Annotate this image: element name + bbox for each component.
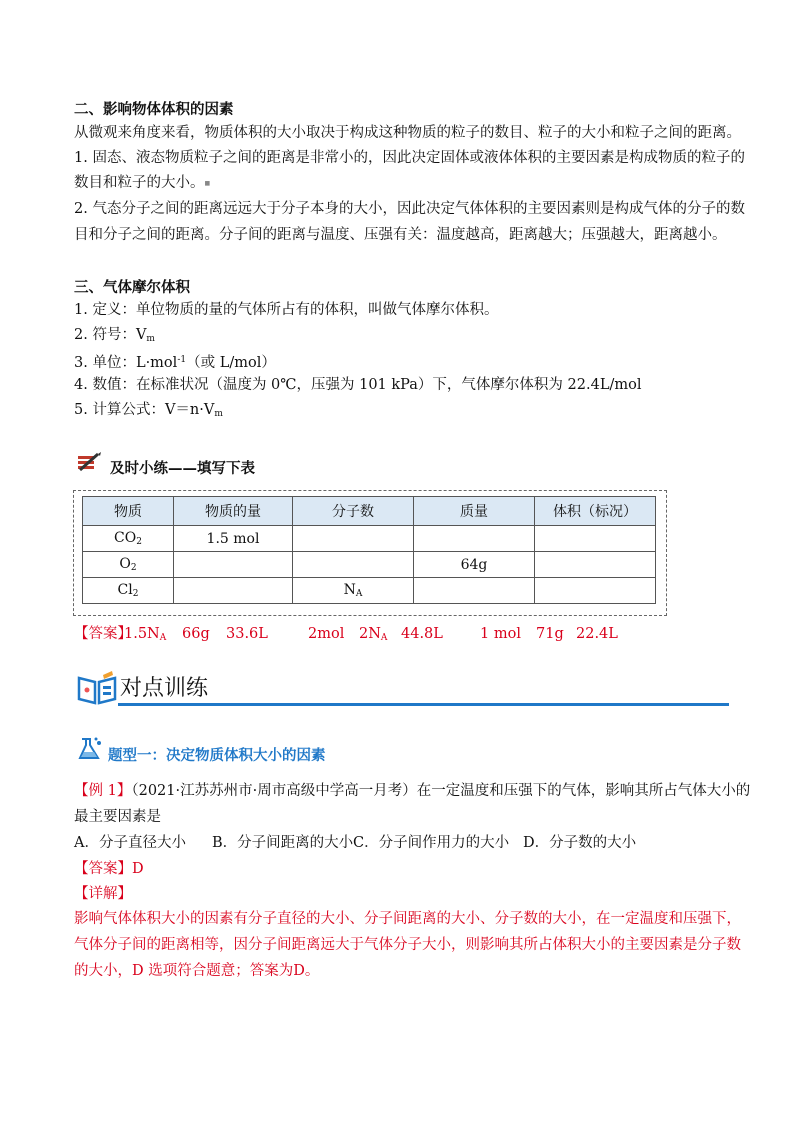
section2-intro: 从微观来角度来看，物质体积的大小取决于构成这种物质的粒子的数目、粒子的大小和粒子之间的距离。 [74, 125, 741, 141]
answer-4: 2mol [308, 626, 345, 642]
option-b: B．分子间距离的大小 [212, 835, 354, 851]
example-detail-line3: 的大小，D 选项符合题意；答案为D。 [74, 963, 320, 979]
answer-5: $2N_A$ [359, 626, 388, 643]
section2-p2-line1: 2. 气态分子之间的距离远远大于分子本身的大小，因此决定气体体积的主要因素则是构成气体的分子的数 [74, 201, 745, 217]
section2-p1-line1: 1. 固态、液态物质粒子之间的距离是非常小的，因此决定固体或液体体积的主要因素是构成物质的粒子的 [74, 150, 745, 166]
table-header-cell: 体积（标况） [535, 497, 656, 526]
table-cell-molecules: $N_A$ [293, 578, 414, 604]
option-c: C．分子间作用力的大小 [353, 835, 510, 851]
section3-item1: 1. 定义：单位物质的量的气体所占有的体积，叫做气体摩尔体积。 [74, 302, 499, 318]
practice-answer: 【答案】 $1.5N_A$ 66g 33.6L 2mol $2N_A$ 44.8L 1 mol 71g 22.4L [74, 624, 132, 644]
section3-item3: 3. 单位：L·mol$^{-1}$（或 L/mol） [74, 355, 276, 371]
table-cell-volume [535, 552, 656, 578]
flask-icon [76, 736, 104, 762]
table-header-row [83, 497, 656, 526]
table-cell-volume [535, 526, 656, 552]
practice-table [82, 496, 656, 604]
example-detail-line1: 影响气体体积大小的因素有分子直径的大小、分子间距离的大小、分子数的大小，在一定温度和压强下， [74, 911, 741, 927]
table-cell-substance: $CO_2$ [83, 526, 174, 552]
table-cell-amount [174, 552, 293, 578]
answer-6: 44.8L [401, 626, 443, 642]
example-line1: 【例 1】（2021·江苏苏州市·周市高级中学高一月考）在一定温度和压强下的气体，影响其所占气体大小的 [74, 783, 751, 799]
training-title: 对点训练 [120, 676, 209, 701]
section2-heading: 二、影响物体体积的因素 [74, 102, 234, 118]
section3-item5: 5. 计算公式：$V=n\cdot V_m$ [74, 402, 223, 419]
table-header-cell: 分子数 [293, 497, 414, 526]
practice-heading: 及时小练——填写下表 [110, 461, 255, 477]
answer-8: 71g [536, 626, 564, 642]
example-detail-label: 【详解】 [74, 886, 132, 902]
table-cell-substance: $O_2$ [83, 552, 174, 578]
answer-2: 66g [182, 626, 210, 642]
table-cell-substance: $Cl_2$ [83, 578, 174, 604]
section2-p1-line2: 数目和粒子的大小。■ [74, 175, 211, 191]
table-row [83, 526, 656, 552]
table-cell-volume [535, 578, 656, 604]
answer-1: $1.5N_A$ [124, 626, 167, 643]
table-cell-mass [414, 526, 535, 552]
section3-item4: 4. 数值：在标准状况（温度为 0℃，压强为 101 kPa）下，气体摩尔体积为 22.4L/mol [74, 377, 642, 393]
section3-heading: 三、气体摩尔体积 [74, 280, 190, 296]
table-row [83, 552, 656, 578]
table-row [83, 578, 656, 604]
title-underline [118, 703, 729, 706]
example-answer: 【答案】D [74, 861, 144, 877]
table-header-cell: 物质 [83, 497, 174, 526]
option-d: D．分子数的大小 [523, 835, 637, 851]
table-header-cell: 质量 [414, 497, 535, 526]
table-cell-molecules [293, 526, 414, 552]
answer-9: 22.4L [576, 626, 618, 642]
book-icon [76, 670, 118, 706]
table-cell-mass [414, 578, 535, 604]
table-header-cell: 物质的量 [174, 497, 293, 526]
example-options [74, 833, 637, 853]
section2-p2-line2: 目和分子之间的距离。分子间的距离与温度、压强有关：温度越高，距离越大；压强越大，距离越小。 [74, 227, 727, 243]
type1-heading: 题型一：决定物质体积大小的因素 [108, 748, 326, 764]
example-line2: 最主要因素是 [74, 809, 161, 825]
table-cell-amount [174, 578, 293, 604]
example-detail-line2: 气体分子间的距离相等，因分子间距离远大于气体分子大小，则影响其所占体积大小的主要因素是分子数 [74, 937, 741, 953]
option-a: A．分子直径大小 [74, 835, 186, 851]
table-cell-mass: 64g [414, 552, 535, 578]
answer-7: 1 mol [480, 626, 521, 642]
answer-3: 33.6L [226, 626, 268, 642]
section3-item2: 2. 符号：$V_m$ [74, 327, 155, 344]
watermark-mark: ■ [204, 180, 211, 187]
table-cell-amount: 1.5 mol [174, 526, 293, 552]
table-cell-molecules [293, 552, 414, 578]
pencil-note-icon [76, 452, 102, 472]
